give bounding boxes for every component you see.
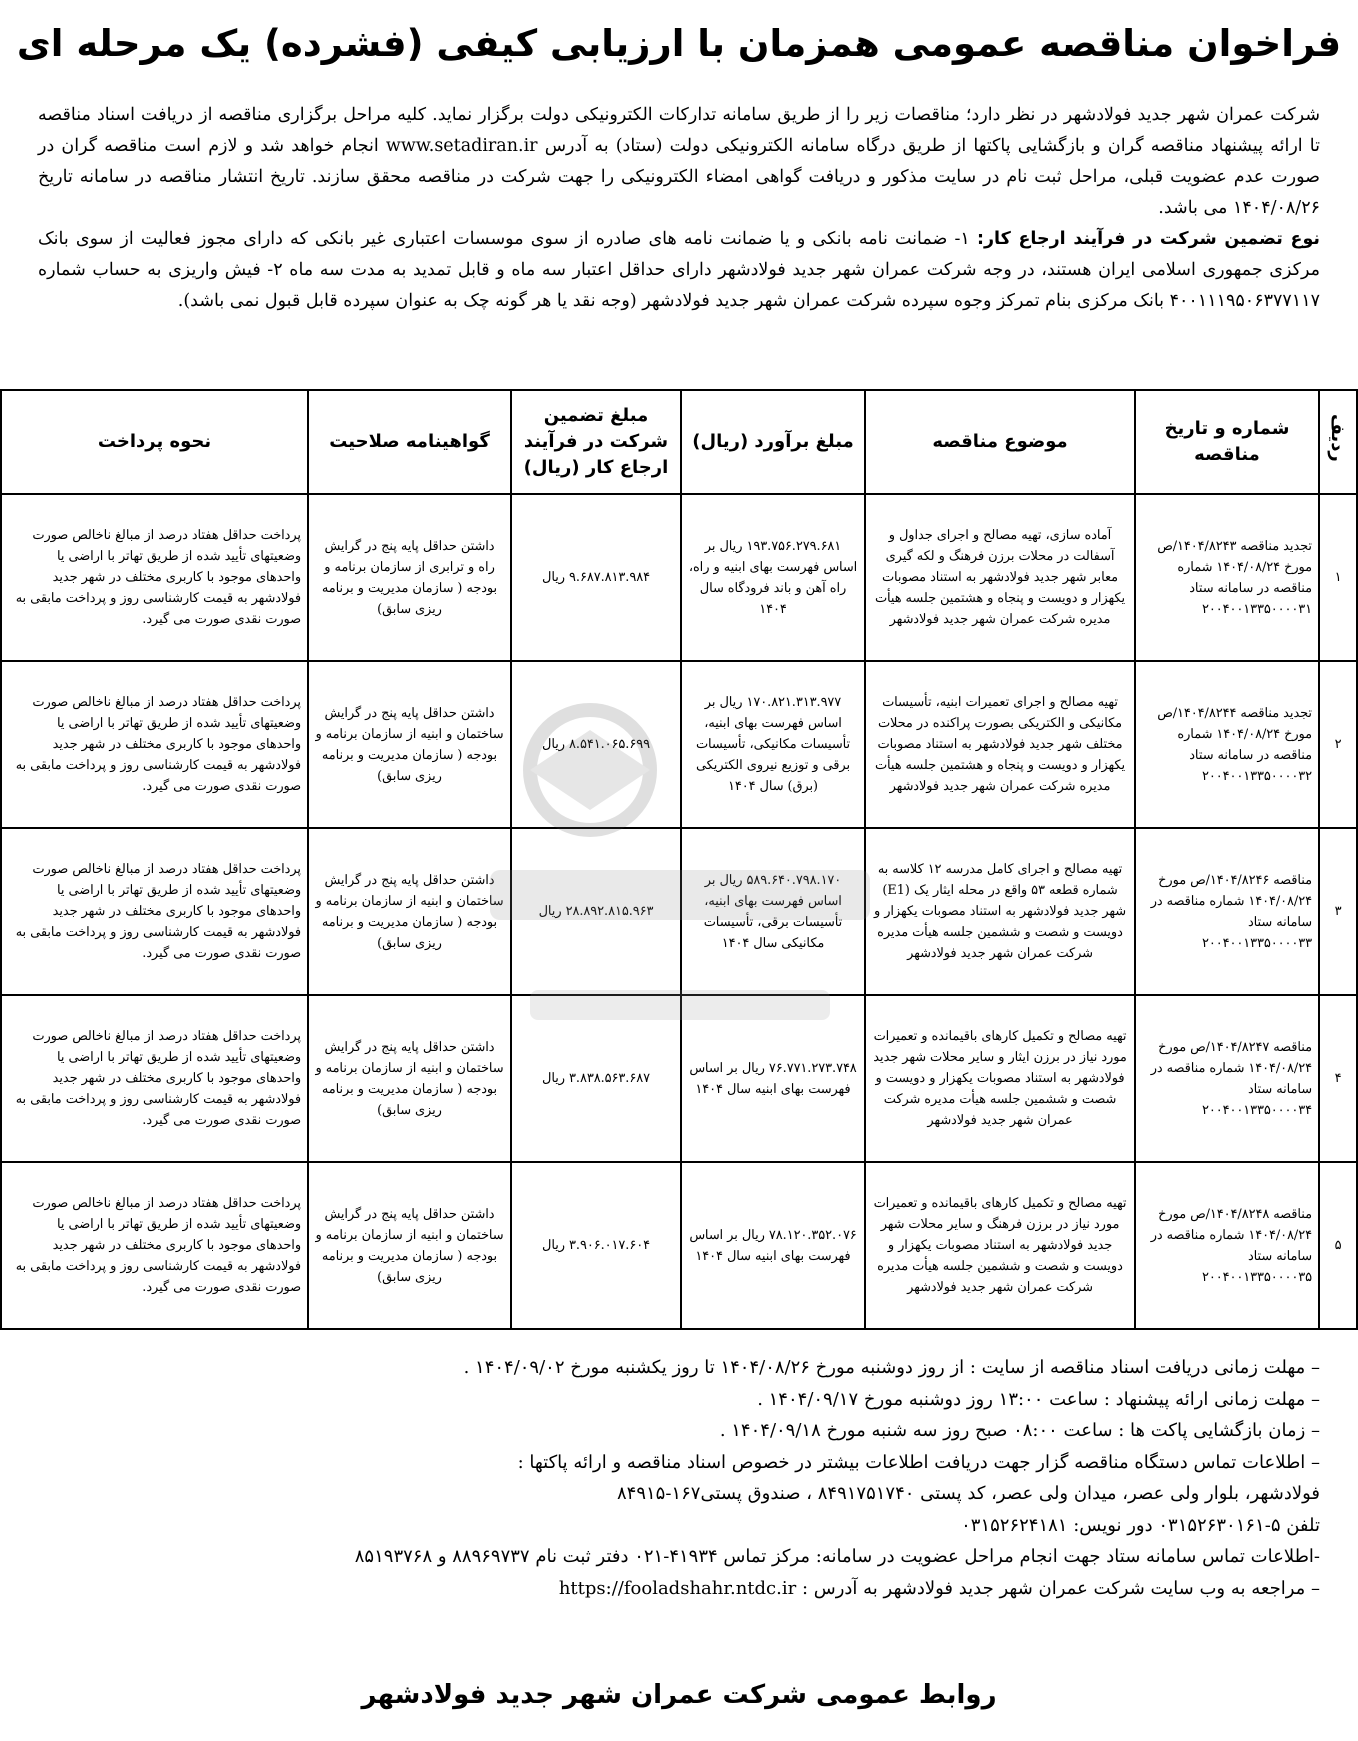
footer-line-phone: تلفن ۵-۰۳۱۵۲۶۳۰۱۶۱ دور نویس: ۰۳۱۵۲۶۲۴۱۸۱ bbox=[961, 1514, 1320, 1536]
footer-line-address: فولادشهر، بلوار ولی عصر، میدان ولی عصر، کد پستی ۸۴۹۱۷۵۱۷۴۰ ، صندوق پستی۱۶۷-۸۴۹۱۵ bbox=[616, 1483, 1320, 1504]
guarantee-text: ۱- ضمانت نامه بانکی و یا ضمانت نامه های صادره از سوی موسسات اعتباری غیر بانکی که دارای مجوز فعالیت از سوی بانک مرکزی جمهوری اسلامی ایران هستند، در وجه شرکت عمران شهر جدید فولادشهر دارای حداقل اعتبار سه ماه و قابل تمدید به مدت سه ماه ۲- فیش واریزی به حساب شماره ۴۰۰۱۱۱۹۵۰۶۳۷۷۱۱۷ بانک مرکزی بنام تمرکز وجوه سپرده شرکت عمران شهر جدید فولادشهر (وجه نقد یا هر گونه چک به عنوان سپرده قابل قبول نمی باشد). bbox=[38, 229, 1320, 311]
header-estimate: مبلغ برآورد (ریال) bbox=[681, 390, 865, 494]
header-subject: موضوع مناقصه bbox=[865, 390, 1135, 494]
cell-tender-number: تجدید مناقصه ۱۴۰۴/۸۲۴۴/ص مورخ ۱۴۰۴/۰۸/۲۴ شماره مناقصه در سامانه ستاد ۲۰۰۴۰۰۱۳۳۵۰۰۰۰۳۲ bbox=[1135, 661, 1319, 828]
footer-line-documents-deadline: – مهلت زمانی دریافت اسناد مناقصه از سایت : از روز دوشنبه مورخ ۱۴۰۴/۰۸/۲۶ تا روز یکشنبه مورخ ۱۴۰۴/۰۹/۰۲ . bbox=[463, 1357, 1320, 1378]
cell-certificate: داشتن حداقل پایه پنج در گرایش ساختمان و ابنیه از سازمان برنامه و بودجه ( سازمان مدیریت و برنامه ریزی سابق) bbox=[308, 1162, 511, 1329]
guarantee-paragraph bbox=[38, 224, 1320, 317]
cell-tender-number: مناقصه ۱۴۰۴/۸۲۴۷/ص مورخ ۱۴۰۴/۰۸/۲۴ شماره مناقصه در سامانه ستاد ۲۰۰۴۰۰۱۳۳۵۰۰۰۰۳۴ bbox=[1135, 995, 1319, 1162]
header-row-number: ردیف bbox=[1319, 390, 1357, 494]
cell-subject: تهیه مصالح و تکمیل کارهای باقیمانده و تعمیرات مورد نیاز در برزن ایثار و سایر محلات شهر جدید فولادشهر به استناد مصوبات یکهزار و دویست و شصت و ششمین جلسه هیأت مدیره شرکت عمران شهر جدید فولادشهر bbox=[865, 995, 1135, 1162]
table-row bbox=[1, 661, 1357, 828]
cell-payment: پرداخت حداقل هفتاد درصد از مبالغ ناخالص صورت وضعیتهای تأیید شده از طریق تهاتر با اراضی یا واحدهای موجود با کاربری مختلف در شهر جدید فولادشهر به قیمت کارشناسی روز و پرداخت مابقی به صورت نقدی صورت می گیرد. bbox=[1, 1162, 308, 1329]
cell-row: ۱ bbox=[1319, 494, 1357, 661]
cell-payment: پرداخت حداقل هفتاد درصد از مبالغ ناخالص صورت وضعیتهای تأیید شده از طریق تهاتر با اراضی یا واحدهای موجود با کاربری مختلف در شهر جدید فولادشهر به قیمت کارشناسی روز و پرداخت مابقی به صورت نقدی صورت می گیرد. bbox=[1, 828, 308, 995]
cell-tender-number: تجدید مناقصه ۱۴۰۴/۸۲۴۳/ص مورخ ۱۴۰۴/۰۸/۲۴ شماره مناقصه در سامانه ستاد ۲۰۰۴۰۰۱۳۳۵۰۰۰۰۳۱ bbox=[1135, 494, 1319, 661]
table-row bbox=[1, 995, 1357, 1162]
cell-row: ۲ bbox=[1319, 661, 1357, 828]
cell-payment: پرداخت حداقل هفتاد درصد از مبالغ ناخالص صورت وضعیتهای تأیید شده از طریق تهاتر با اراضی یا واحدهای موجود با کاربری مختلف در شهر جدید فولادشهر به قیمت کارشناسی روز و پرداخت مابقی به صورت نقدی صورت می گیرد. bbox=[1, 661, 308, 828]
header-payment: نحوه پرداخت bbox=[1, 390, 308, 494]
cell-payment: پرداخت حداقل هفتاد درصد از مبالغ ناخالص صورت وضعیتهای تأیید شده از طریق تهاتر با اراضی یا واحدهای موجود با کاربری مختلف در شهر جدید فولادشهر به قیمت کارشناسی روز و پرداخت مابقی به صورت نقدی صورت می گیرد. bbox=[1, 494, 308, 661]
footer-line-opening-time: – زمان بازگشایی پاکت ها : ساعت ۰۸:۰۰ صبح روز سه شنبه مورخ ۱۴۰۴/۰۹/۱۸ . bbox=[719, 1420, 1320, 1441]
cell-estimate: ۱۷۰.۸۲۱.۳۱۳.۹۷۷ ریال بر اساس فهرست بهای ابنیه، تأسیسات مکانیکی، تأسیسات برقی و توزیع نیروی الکتریکی (برق) سال ۱۴۰۴ bbox=[681, 661, 865, 828]
cell-estimate: ۷۸.۱۲۰.۳۵۲.۰۷۶ ریال بر اساس فهرست بهای ابنیه سال ۱۴۰۴ bbox=[681, 1162, 865, 1329]
footer-line-contact-heading: – اطلاعات تماس دستگاه مناقصه گزار جهت دریافت اطلاعات بیشتر در خصوص اسناد مناقصه و ارائه پاکتها : bbox=[517, 1451, 1320, 1473]
cell-guarantee: ۳.۹۰۶.۰۱۷.۶۰۴ ریال bbox=[511, 1162, 681, 1329]
footer-section bbox=[38, 1352, 1320, 1604]
cell-certificate: داشتن حداقل پایه پنج در گرایش ساختمان و ابنیه از سازمان برنامه و بودجه ( سازمان مدیریت و برنامه ریزی سابق) bbox=[308, 995, 511, 1162]
header-certificate: گواهینامه صلاحیت bbox=[308, 390, 511, 494]
guarantee-label: نوع تضمین شرکت در فرآیند ارجاع کار: bbox=[976, 229, 1320, 249]
signature: روابط عمومی شرکت عمران شهر جدید فولادشهر bbox=[361, 1680, 997, 1710]
footer-line-proposal-deadline: – مهلت زمانی ارائه پیشنهاد : ساعت ۱۳:۰۰ روز دوشنبه مورخ ۱۴۰۴/۰۹/۱۷ . bbox=[757, 1388, 1320, 1410]
table-row bbox=[1, 494, 1357, 661]
footer-line-setad-contact: -اطلاعات تماس سامانه ستاد جهت انجام مراحل عضویت در سامانه: مرکز تماس ۴۱۹۳۴-۰۲۱ دفتر ثبت نام ۸۸۹۶۹۷۳۷ و ۸۵۱۹۳۷۶۸ bbox=[354, 1546, 1320, 1567]
cell-subject: آماده سازی، تهیه مصالح و اجرای جداول و آسفالت در محلات برزن فرهنگ و لکه گیری معابر شهر جدید فولادشهر به استناد مصوبات یکهزار و دویست و پنجاه و هشتمین جلسه هیأت مدیره شرکت عمران شهر جدید فولادشهر bbox=[865, 494, 1135, 661]
cell-subject: تهیه مصالح و تکمیل کارهای باقیمانده و تعمیرات مورد نیاز در برزن فرهنگ و سایر محلات شهر جدید فولادشهر به استناد مصوبات یکهزار و دویست و شصت و ششمین جلسه هیأت مدیره شرکت عمران شهر جدید فولادشهر bbox=[865, 1162, 1135, 1329]
cell-certificate: داشتن حداقل پایه پنج در گرایش ساختمان و ابنیه از سازمان برنامه و بودجه ( سازمان مدیریت و برنامه ریزی سابق) bbox=[308, 828, 511, 995]
footer-line-website: – مراجعه به وب سایت شرکت عمران شهر جدید فولادشهر به آدرس : https://fooladshahr.ntdc.ir bbox=[558, 1577, 1320, 1599]
cell-row: ۵ bbox=[1319, 1162, 1357, 1329]
intro-section bbox=[38, 100, 1320, 317]
cell-row: ۳ bbox=[1319, 828, 1357, 995]
page-title: فراخوان مناقصه عمومی همزمان با ارزیابی کیفی (فشرده) یک مرحله ای bbox=[16, 22, 1342, 65]
table-header-row bbox=[1, 390, 1357, 494]
cell-tender-number: مناقصه ۱۴۰۴/۸۲۴۶/ص مورخ ۱۴۰۴/۰۸/۲۴ شماره مناقصه در سامانه ستاد ۲۰۰۴۰۰۱۳۳۵۰۰۰۰۳۳ bbox=[1135, 828, 1319, 995]
cell-certificate: داشتن حداقل پایه پنج در گرایش ساختمان و ابنیه از سازمان برنامه و بودجه ( سازمان مدیریت و برنامه ریزی سابق) bbox=[308, 661, 511, 828]
cell-payment: پرداخت حداقل هفتاد درصد از مبالغ ناخالص صورت وضعیتهای تأیید شده از طریق تهاتر با اراضی یا واحدهای موجود با کاربری مختلف در شهر جدید فولادشهر به قیمت کارشناسی روز و پرداخت مابقی به صورت نقدی صورت می گیرد. bbox=[1, 995, 308, 1162]
cell-guarantee: ۳.۸۳۸.۵۶۳.۶۸۷ ریال bbox=[511, 995, 681, 1162]
header-tender-number: شماره و تاریخ مناقصه bbox=[1135, 390, 1319, 494]
cell-estimate: ۱۹۳.۷۵۶.۲۷۹.۶۸۱ ریال بر اساس فهرست بهای ابنیه و راه، راه آهن و باند فرودگاه سال ۱۴۰۴ bbox=[681, 494, 865, 661]
cell-guarantee: ۲۸.۸۹۲.۸۱۵.۹۶۳ ریال bbox=[511, 828, 681, 995]
tenders-table bbox=[0, 389, 1358, 1330]
cell-subject: تهیه مصالح و اجرای تعمیرات ابنیه، تأسیسات مکانیکی و الکتریکی بصورت پراکنده در محلات مختلف شهر جدید فولادشهر به استناد مصوبات یکهزار و دویست و پنجاه و هشتمین جلسه هیأت مدیره شرکت عمران شهر جدید فولادشهر bbox=[865, 661, 1135, 828]
cell-estimate: ۵۸۹.۶۴۰.۷۹۸.۱۷۰ ریال بر اساس فهرست بهای ابنیه، تأسیسات برقی، تأسیسات مکانیکی سال ۱۴۰۴ bbox=[681, 828, 865, 995]
intro-paragraph: شرکت عمران شهر جدید فولادشهر در نظر دارد؛ مناقصات زیر را از طریق سامانه تدارکات الکترونیکی دولت برگزار نماید. کلیه مراحل برگزاری مناقصه از دریافت اسناد مناقصه تا ارائه پیشنهاد مناقصه گران و بازگشایی پاکتها از طریق درگاه سامانه الکترونیکی دولت (ستاد) به آدرس www.setadiran.ir انجام خواهد شد و لازم است مناقصه گران در صورت عدم عضویت قبلی، مراحل ثبت نام در سایت مذکور و دریافت گواهی امضاء الکترونیکی را جهت شرکت در مناقصه محقق سازند. تاریخ انتشار مناقصه در سامانه تاریخ ۱۴۰۴/۰۸/۲۶ می باشد. bbox=[38, 105, 1321, 218]
header-guarantee: مبلغ تضمین شرکت در فرآیند ارجاع کار (ریال) bbox=[511, 390, 681, 494]
cell-estimate: ۷۶.۷۷۱.۲۷۳.۷۴۸ ریال بر اساس فهرست بهای ابنیه سال ۱۴۰۴ bbox=[681, 995, 865, 1162]
cell-subject: تهیه مصالح و اجرای کامل مدرسه ۱۲ کلاسه به شماره قطعه ۵۳ واقع در محله ایثار یک (E1) شهر جدید فولادشهر به استناد مصوبات یکهزار و دویست و شصت و ششمین جلسه هیأت مدیره شرکت عمران شهر جدید فولادشهر bbox=[865, 828, 1135, 995]
cell-guarantee: ۸.۵۴۱.۰۶۵.۶۹۹ ریال bbox=[511, 661, 681, 828]
cell-row: ۴ bbox=[1319, 995, 1357, 1162]
cell-guarantee: ۹.۶۸۷.۸۱۳.۹۸۴ ریال bbox=[511, 494, 681, 661]
table-row bbox=[1, 1162, 1357, 1329]
cell-tender-number: مناقصه ۱۴۰۴/۸۲۴۸/ص مورخ ۱۴۰۴/۰۸/۲۴ شماره مناقصه در سامانه ستاد ۲۰۰۴۰۰۱۳۳۵۰۰۰۰۳۵ bbox=[1135, 1162, 1319, 1329]
table-row bbox=[1, 828, 1357, 995]
cell-certificate: داشتن حداقل پایه پنج در گرایش راه و ترابری از سازمان برنامه و بودجه ( سازمان مدیریت و برنامه ریزی سابق) bbox=[308, 494, 511, 661]
